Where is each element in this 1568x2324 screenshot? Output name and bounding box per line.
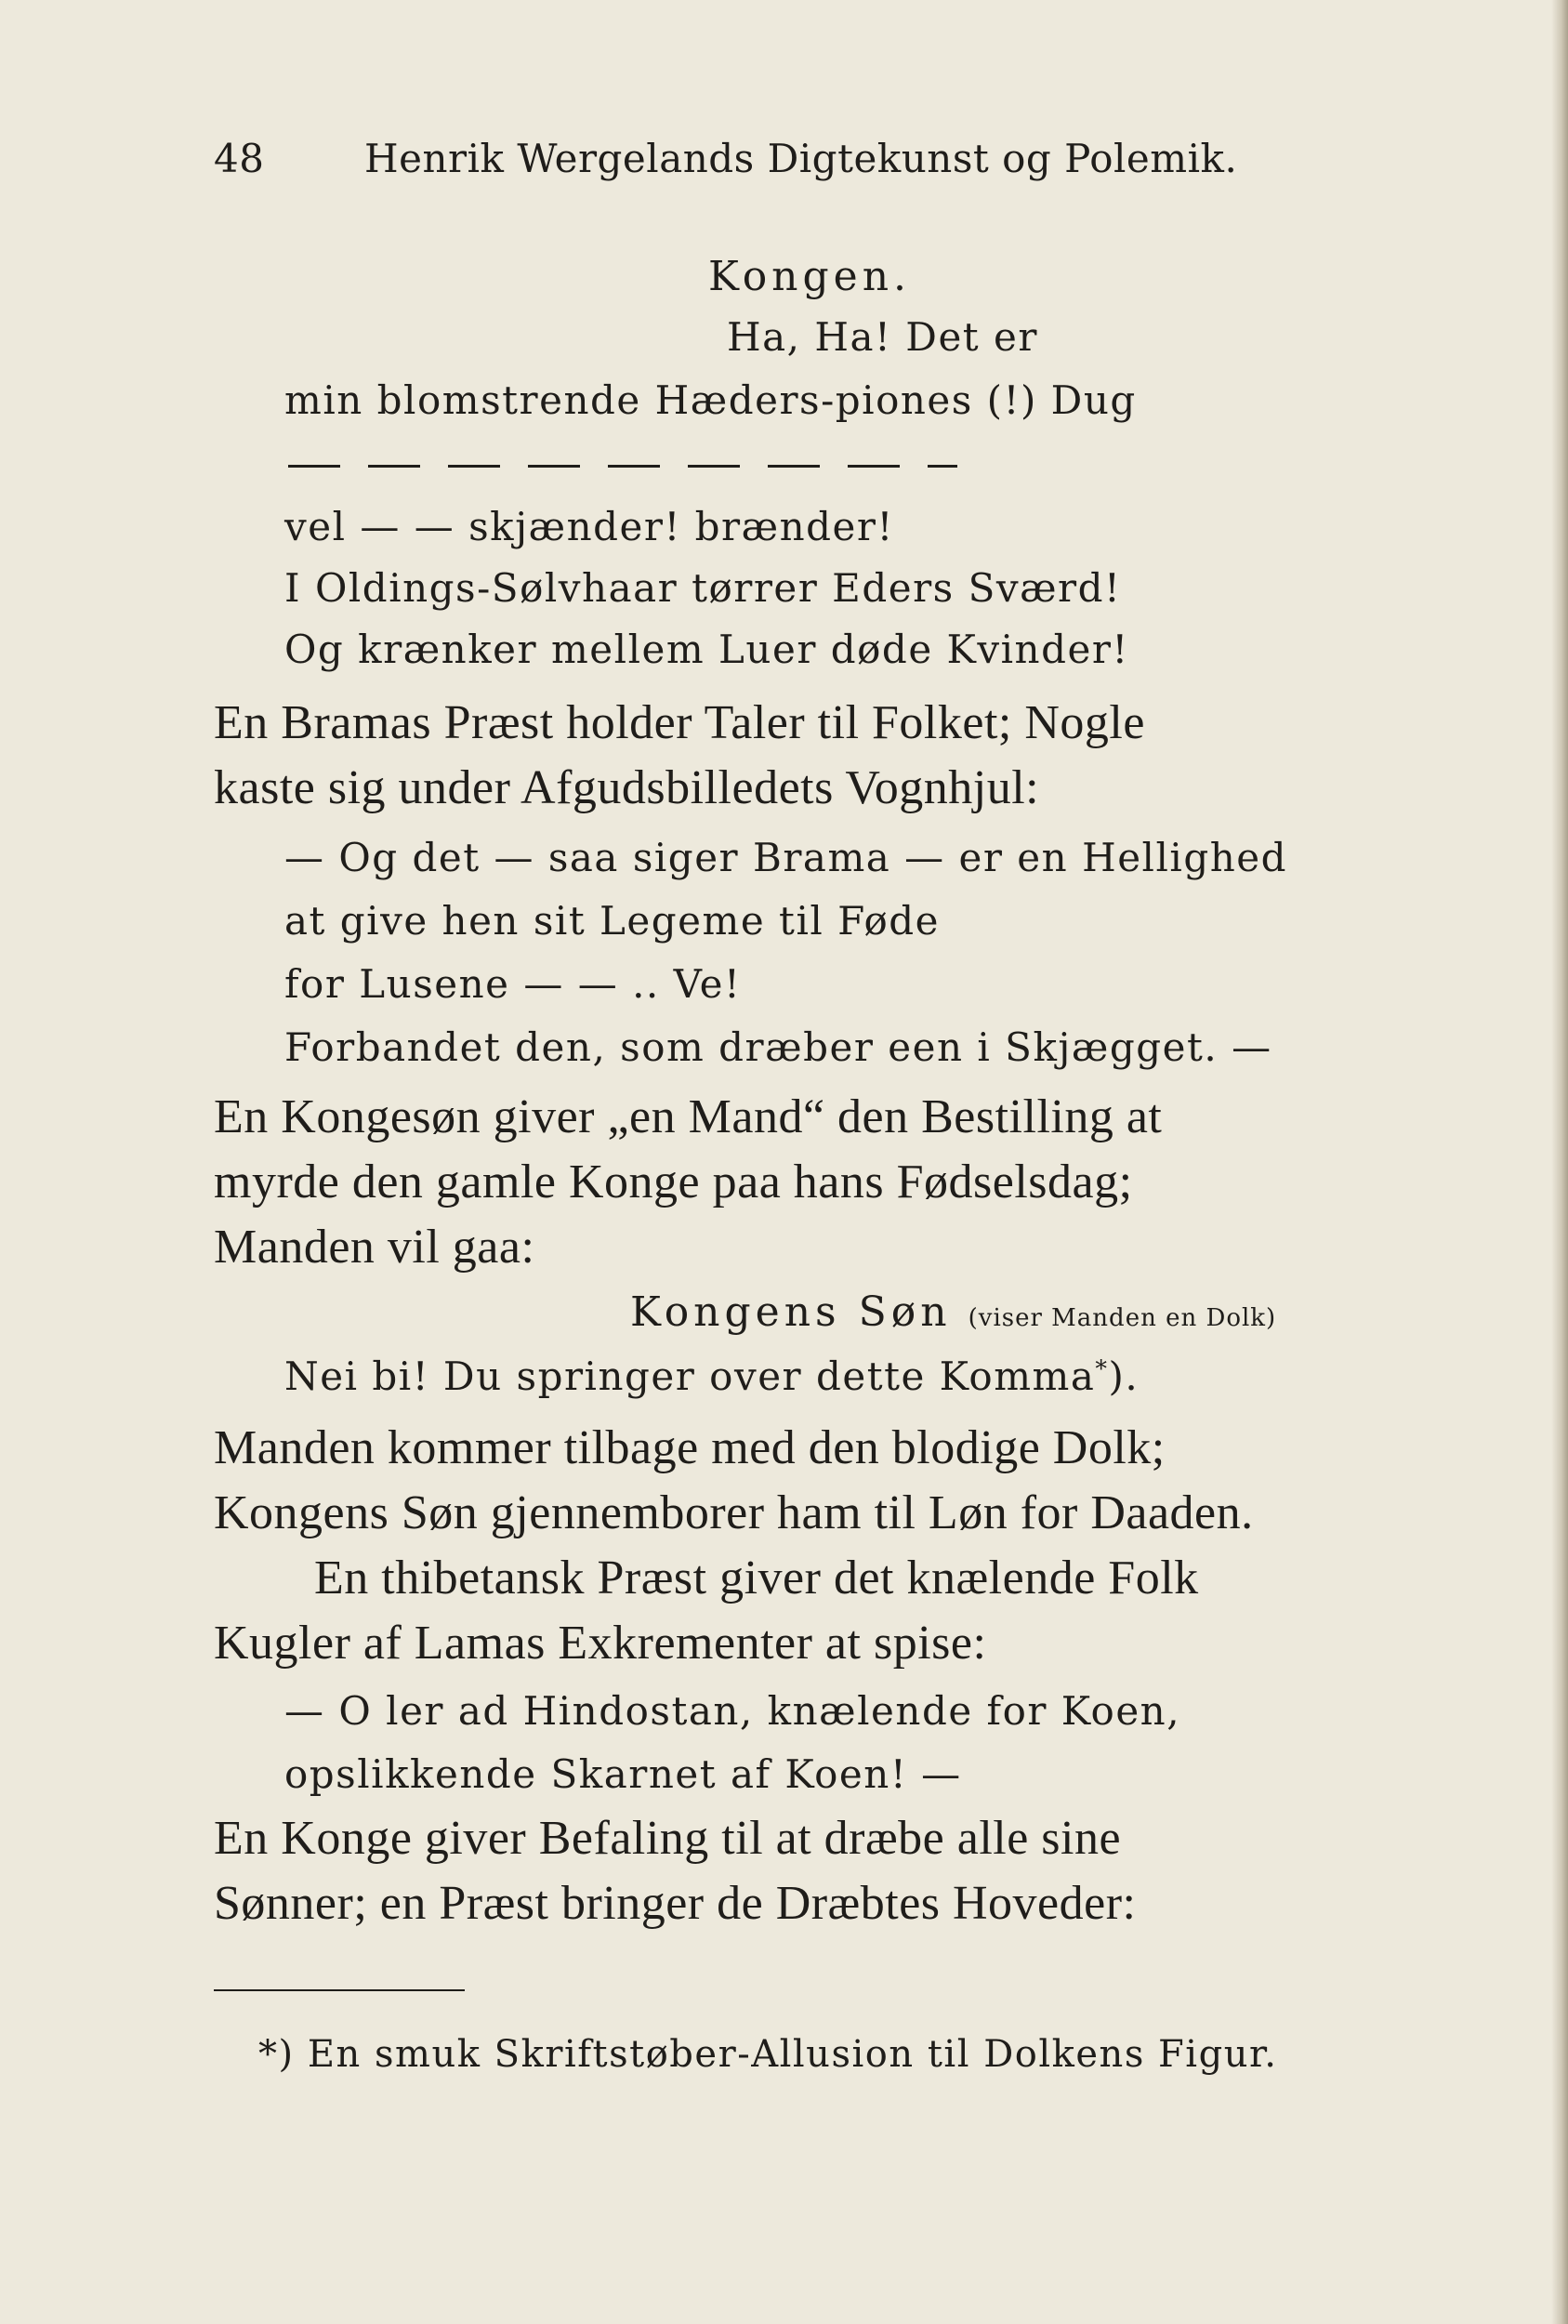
verse-line: Forbandet den, som dræber een i Skjægget. —	[284, 1024, 1272, 1070]
footnote	[258, 2033, 1278, 2076]
speaker-line	[630, 1288, 1277, 1336]
verse-line: — Og det — saa siger Brama — er en Hellighed	[284, 835, 1288, 880]
verse-text-end: ).	[1108, 1353, 1140, 1399]
page-edge	[1551, 0, 1568, 2324]
page-number: 48	[214, 136, 265, 181]
prose-line: En Konge giver Befaling til at dræbe alle sine	[214, 1812, 1122, 1865]
footnote-rule	[214, 1989, 465, 1991]
verse-line: at give hen sit Legeme til Føde	[284, 898, 941, 944]
verse-line: opslikkende Skarnet af Koen! —	[284, 1751, 962, 1797]
verse-line	[284, 1353, 1140, 1399]
speaker-name: Kongens Søn	[630, 1288, 952, 1336]
verse-line: Og krænker mellem Luer døde Kvinder!	[284, 627, 1129, 672]
verse-line: for Lusene — — .. Ve!	[284, 961, 742, 1007]
prose-line: Manden vil gaa:	[214, 1221, 535, 1274]
prose-line: Kongens Søn gjennemborer ham til Løn for Daaden.	[214, 1486, 1254, 1539]
omission-dash-line	[288, 465, 957, 468]
prose-line: Sønner; en Præst bringer de Dræbtes Hoveder:	[214, 1877, 1137, 1930]
verse-line: — O ler ad Hindostan, knælende for Koen,	[284, 1688, 1181, 1734]
prose-line: myrde den gamle Konge paa hans Fødselsdag;	[214, 1155, 1133, 1208]
prose-line: En thibetansk Præst giver det knælende Folk	[314, 1552, 1199, 1604]
verse-line: vel — — skjænder! brænder!	[284, 504, 894, 549]
footnote-reference: *	[1095, 1355, 1109, 1383]
prose-line: kaste sig under Afgudsbilledets Vognhjul:	[214, 761, 1040, 814]
stage-direction: (viser Manden en Dolk)	[968, 1304, 1277, 1332]
verse-line: I Oldings-Sølvhaar tørrer Eders Sværd!	[284, 565, 1122, 611]
verse-text: Nei bi! Du springer over dette Komma	[284, 1353, 1096, 1399]
prose-line: En Bramas Præst holder Taler til Folket; Nogle	[214, 696, 1145, 749]
verse-line: Ha, Ha! Det er	[727, 314, 1038, 360]
footnote-text: En smuk Skriftstøber-Allusion til Dolkens Figur.	[307, 2033, 1278, 2076]
prose-line: En Kongesøn giver „en Mand“ den Bestilling at	[214, 1090, 1163, 1143]
footnote-mark: *)	[258, 2033, 295, 2076]
prose-line: Kugler af Lamas Exkrementer at spise:	[214, 1617, 987, 1670]
verse-line: min blomstrende Hæders-piones (!) Dug	[284, 377, 1137, 423]
running-title: Henrik Wergelands Digtekunst og Polemik.	[364, 136, 1238, 181]
prose-line: Manden kommer tilbage med den blodige Dolk;	[214, 1421, 1166, 1474]
speaker-name: Kongen.	[708, 253, 912, 300]
